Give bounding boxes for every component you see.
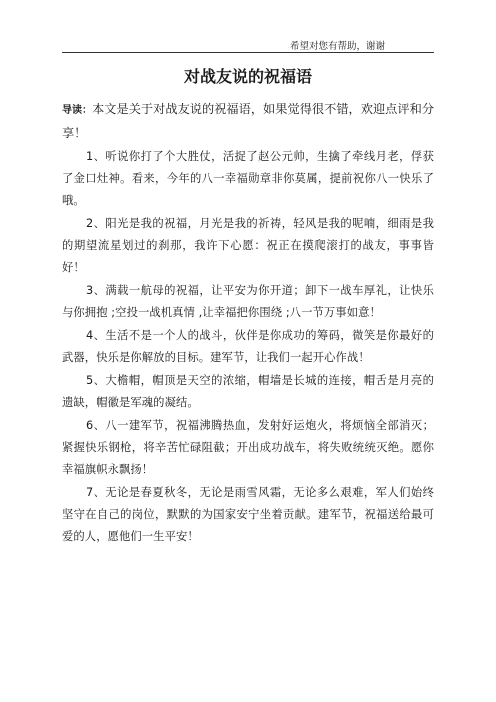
document-title: 对战友说的祝福语 (183, 67, 312, 86)
paragraph-5: 5、大檐帽，帽顶是天空的浓缩，帽墙是长城的连接，帽舌是月亮的遗缺，帽徽是军魂的凝结。 (62, 374, 434, 409)
document-body (62, 98, 434, 549)
intro-label: 导读： (62, 105, 93, 116)
paragraph-2: 2、阳光是我的祝福，月光是我的祈祷，轻风是我的呢喃，细雨是我的期望流星划过的刹那，我许下心愿：祝正在摸爬滚打的战友，事事皆好！ (62, 217, 434, 274)
intro-paragraph (62, 98, 434, 144)
paragraph-3: 3、满载一航母的祝福，让平安为你开道；卸下一战车厚礼，让快乐与你拥抱 ;空投一战机真情 ,让幸福把你围绕 ;八一节万事如意！ (62, 284, 434, 319)
paragraph-1: 1、听说你打了个大胜仗，活捉了赵公元帅，生擒了牵线月老，俘获了金口灶神。看来，今年的八一幸福勋章非你莫属，提前祝你八一快乐了哦。 (62, 150, 434, 207)
header-note: 希望对您有帮助，谢谢 (290, 41, 386, 52)
paragraph-4: 4、生活不是一个人的战斗，伙伴是你成功的筹码，微笑是你最好的武器，快乐是你解放的目标。建军节，让我们一起开心作战！ (62, 329, 434, 364)
header-divider (62, 52, 434, 53)
paragraph-7: 7、无论是春夏秋冬，无论是雨雪风霜，无论多么艰难，军人们始终坚守在自己的岗位，默默的为国家安宁坐着贡献。建军节，祝福送给最可爱的人，愿他们一生平安！ (62, 486, 434, 543)
intro-text: 本文是关于对战友说的祝福语，如果觉得很不错，欢迎点评和分享！ (62, 102, 435, 140)
paragraph-6: 6、八一建军节，祝福沸腾热血，发射好运炮火，将烦恼全部消灭；紧握快乐钢枪，将辛苦忙碌阻截；开出成功战车，将失败统统灭绝。愿你幸福旗帜永飘扬！ (62, 419, 434, 476)
